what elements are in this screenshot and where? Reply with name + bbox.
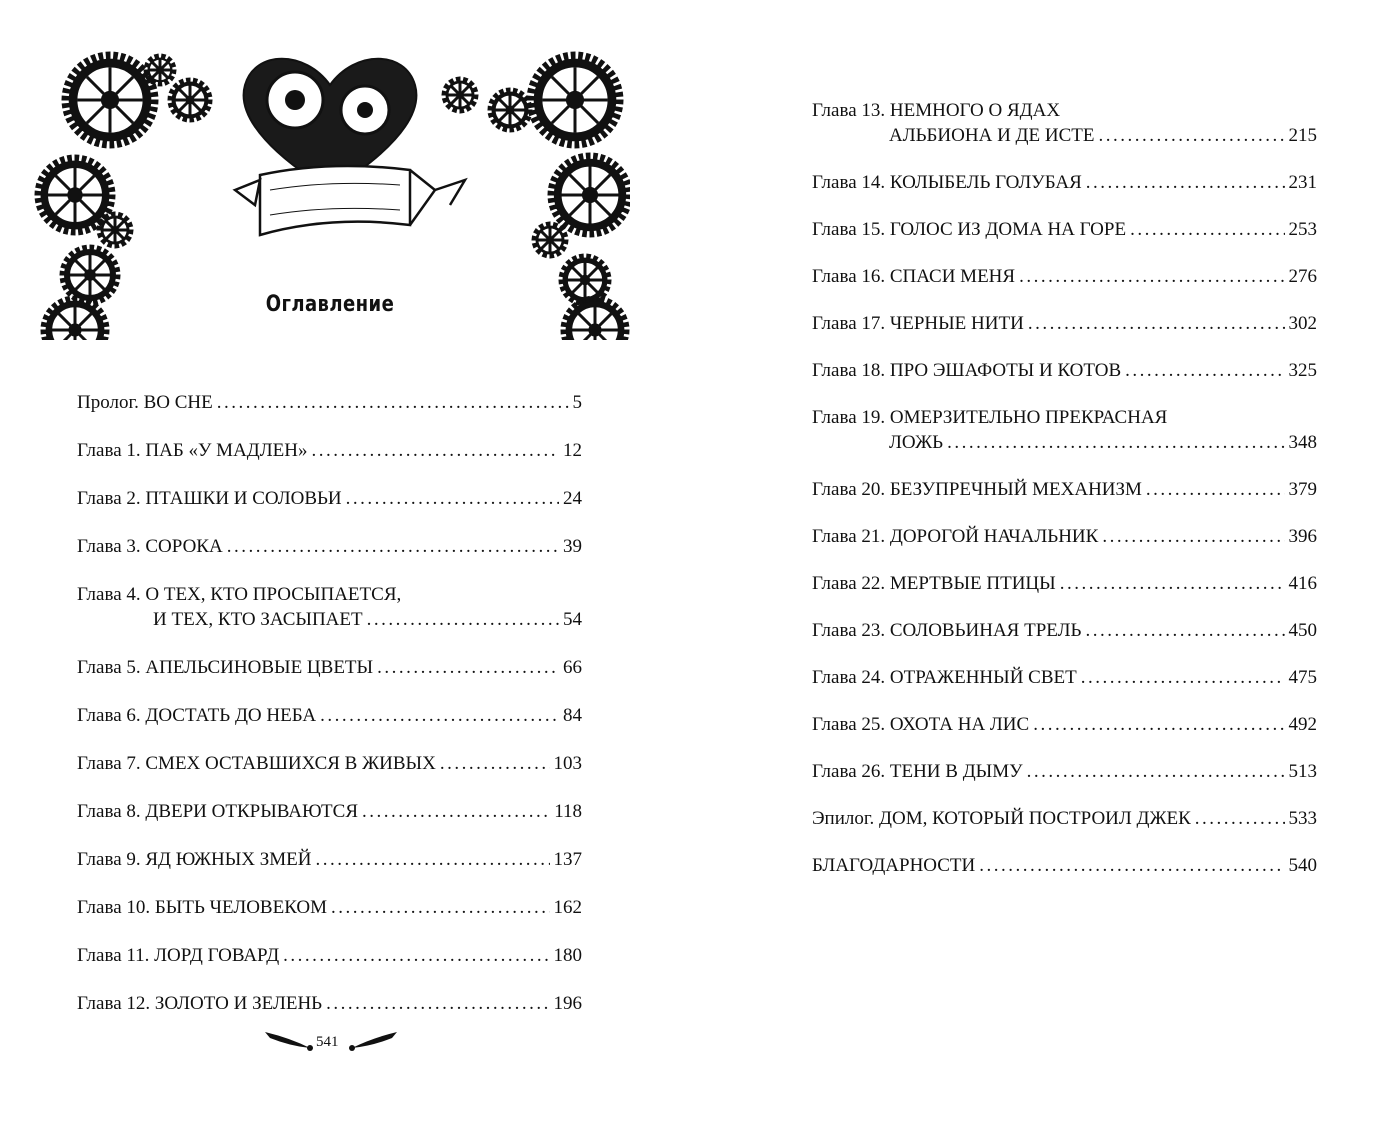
dot-leader <box>947 430 1284 455</box>
toc-entry <box>812 477 1317 502</box>
toc-page-number: 84 <box>563 705 582 726</box>
toc-entry-title: Глава 9. ЯД ЮЖНЫХ ЗМЕЙ <box>77 849 312 870</box>
toc-entry-title: Глава 7. СМЕХ ОСТАВШИХСЯ В ЖИВЫХ <box>77 753 436 774</box>
dot-leader <box>367 607 559 632</box>
toc-page-number: 302 <box>1288 313 1317 334</box>
toc-page-number: 118 <box>554 801 582 822</box>
dot-leader <box>1027 759 1285 784</box>
toc-page-number: 325 <box>1288 360 1317 381</box>
toc-entry-title: Глава 24. ОТРАЖЕННЫЙ СВЕТ <box>812 667 1077 688</box>
toc-entry-title: И ТЕХ, КТО ЗАСЫПАЕТ <box>153 609 363 630</box>
toc-entry-title: Глава 25. ОХОТА НА ЛИС <box>812 714 1030 735</box>
toc-entry-title: Эпилог. ДОМ, КОТОРЫЙ ПОСТРОИЛ ДЖЕК <box>812 808 1191 829</box>
dot-leader <box>316 847 550 872</box>
toc-page-number: 180 <box>553 945 582 966</box>
dot-leader <box>227 534 559 559</box>
dot-leader <box>440 751 550 776</box>
toc-entry-title: Глава 20. БЕЗУПРЕЧНЫЙ МЕХАНИЗМ <box>812 479 1142 500</box>
dot-leader <box>320 703 559 728</box>
toc-entry <box>77 895 582 920</box>
table-of-contents-right <box>812 98 1317 900</box>
toc-entry-title: Глава 12. ЗОЛОТО И ЗЕЛЕНЬ <box>77 993 323 1014</box>
dot-leader <box>1019 264 1284 289</box>
toc-page-number: 196 <box>553 993 582 1014</box>
dot-leader <box>1081 665 1285 690</box>
toc-entry-title: Глава 23. СОЛОВЬИНАЯ ТРЕЛЬ <box>812 620 1082 641</box>
toc-page-number: 348 <box>1288 432 1317 453</box>
dot-leader <box>1125 358 1284 383</box>
toc-entry-title: Глава 15. ГОЛОС ИЗ ДОМА НА ГОРЕ <box>812 219 1127 240</box>
toc-entry <box>77 486 582 511</box>
dot-leader <box>1086 170 1285 195</box>
dot-leader <box>1033 712 1284 737</box>
toc-entry-title: Глава 18. ПРО ЭШАФОТЫ И КОТОВ <box>812 360 1122 381</box>
dot-leader <box>979 853 1284 878</box>
toc-entry <box>77 991 582 1016</box>
toc-entry-title-line: Глава 19. ОМЕРЗИТЕЛЬНО ПРЕКРАСНАЯ <box>812 407 1168 428</box>
toc-entry-title: Глава 16. СПАСИ МЕНЯ <box>812 266 1016 287</box>
toc-entry <box>812 618 1317 643</box>
dot-leader <box>1060 571 1285 596</box>
toc-entry-title: Глава 1. ПАБ «У МАДЛЕН» <box>77 440 308 461</box>
toc-entry-title: Глава 11. ЛОРД ГОВАРД <box>77 945 280 966</box>
toc-entry-title: Глава 6. ДОСТАТЬ ДО НЕБА <box>77 705 317 726</box>
toc-entry <box>77 390 582 415</box>
toc-entry <box>812 358 1317 383</box>
toc-entry-title: Глава 14. КОЛЫБЕЛЬ ГОЛУБАЯ <box>812 172 1082 193</box>
toc-entry <box>77 703 582 728</box>
toc-page-number: 12 <box>563 440 582 461</box>
toc-entry <box>812 170 1317 195</box>
toc-page-number: 492 <box>1288 714 1317 735</box>
toc-page-number: 66 <box>563 657 582 678</box>
toc-entry-title: ЛОЖЬ <box>889 432 944 453</box>
page-title: Оглавление <box>265 292 395 317</box>
toc-entry-title-line: Глава 13. НЕМНОГО О ЯДАХ <box>812 100 1061 121</box>
toc-page-number: 416 <box>1288 573 1317 594</box>
toc-entry <box>77 751 582 776</box>
dot-leader <box>326 991 549 1016</box>
toc-entry <box>812 571 1317 596</box>
dot-leader <box>346 486 559 511</box>
toc-entry <box>812 853 1317 878</box>
toc-entry-title: Пролог. ВО СНЕ <box>77 392 213 413</box>
dot-leader <box>1028 311 1285 336</box>
toc-entry-title: АЛЬБИОНА И ДЕ ИСТЕ <box>889 125 1095 146</box>
toc-entry <box>812 311 1317 336</box>
toc-page-number: 39 <box>563 536 582 557</box>
toc-entry <box>77 438 582 463</box>
toc-page-number: 276 <box>1288 266 1317 287</box>
toc-page-number: 54 <box>563 609 582 630</box>
dot-leader <box>1130 217 1284 242</box>
toc-page-number: 24 <box>563 488 582 509</box>
toc-entry-title: Глава 3. СОРОКА <box>77 536 223 557</box>
dot-leader <box>311 438 559 463</box>
toc-entry-title: Глава 22. МЕРТВЫЕ ПТИЦЫ <box>812 573 1056 594</box>
toc-entry <box>812 98 1317 148</box>
toc-entry-title: БЛАГОДАРНОСТИ <box>812 855 976 876</box>
toc-page-number: 396 <box>1288 526 1317 547</box>
toc-entry-title: Глава 5. АПЕЛЬСИНОВЫЕ ЦВЕТЫ <box>77 657 374 678</box>
toc-page-number: 475 <box>1288 667 1317 688</box>
dot-leader <box>217 390 569 415</box>
toc-page-number: 5 <box>572 392 582 413</box>
toc-entry <box>77 943 582 968</box>
toc-entry-title-line: Глава 4. О ТЕХ, КТО ПРОСЫПАЕТСЯ, <box>77 584 402 605</box>
toc-entry <box>812 405 1317 455</box>
right-page <box>697 0 1394 1125</box>
toc-page-number: 162 <box>553 897 582 918</box>
toc-page-number: 103 <box>553 753 582 774</box>
toc-entry <box>812 217 1317 242</box>
ribbon-banner <box>235 166 465 235</box>
toc-entry-title: Глава 21. ДОРОГОЙ НАЧАЛЬНИК <box>812 526 1099 547</box>
dot-leader <box>283 943 549 968</box>
toc-page-number: 231 <box>1288 172 1317 193</box>
dot-leader <box>1146 477 1285 502</box>
toc-entry <box>77 847 582 872</box>
toc-entry-title: Глава 2. ПТАШКИ И СОЛОВЬИ <box>77 488 342 509</box>
dot-leader <box>1098 123 1284 148</box>
toc-page-number: 533 <box>1288 808 1317 829</box>
dot-leader <box>1195 806 1285 831</box>
dot-leader <box>1085 618 1284 643</box>
toc-page-number: 540 <box>1288 855 1317 876</box>
dot-leader <box>331 895 549 920</box>
toc-page-number: 253 <box>1288 219 1317 240</box>
toc-entry <box>812 759 1317 784</box>
toc-page-number: 379 <box>1288 479 1317 500</box>
page-number: 541 <box>316 1034 339 1050</box>
toc-entry-title: Глава 10. БЫТЬ ЧЕЛОВЕКОМ <box>77 897 328 918</box>
dot-leader <box>1102 524 1284 549</box>
toc-entry <box>77 655 582 680</box>
toc-entry <box>77 582 582 632</box>
toc-entry <box>812 665 1317 690</box>
toc-entry-title: Глава 17. ЧЕРНЫЕ НИТИ <box>812 313 1024 334</box>
toc-entry <box>812 806 1317 831</box>
dot-leader <box>377 655 559 680</box>
toc-entry <box>812 264 1317 289</box>
toc-entry <box>812 524 1317 549</box>
toc-page-number: 450 <box>1288 620 1317 641</box>
toc-entry <box>77 534 582 559</box>
toc-entry <box>77 799 582 824</box>
toc-page-number: 513 <box>1288 761 1317 782</box>
toc-page-number: 215 <box>1288 125 1317 146</box>
table-of-contents-left <box>77 390 582 1039</box>
toc-entry <box>812 712 1317 737</box>
dot-leader <box>362 799 550 824</box>
toc-entry-title: Глава 26. ТЕНИ В ДЫМУ <box>812 761 1023 782</box>
toc-page-number: 137 <box>553 849 582 870</box>
toc-entry-title: Глава 8. ДВЕРИ ОТКРЫВАЮТСЯ <box>77 801 358 822</box>
